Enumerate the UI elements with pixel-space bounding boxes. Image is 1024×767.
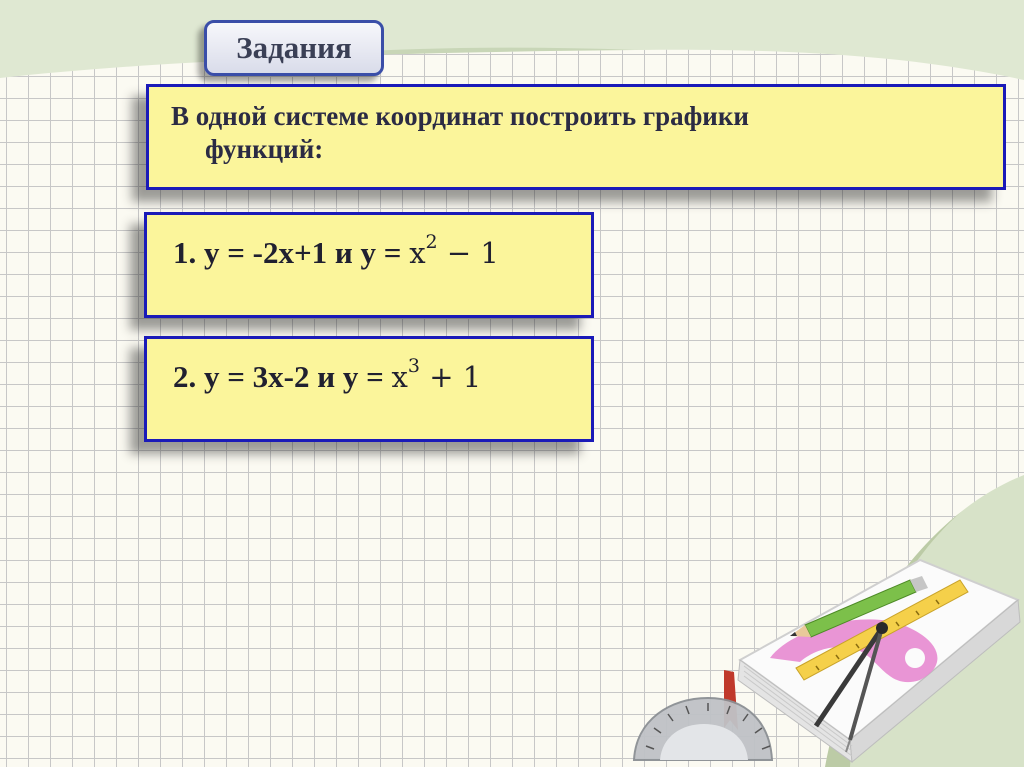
equation-1-base: x bbox=[409, 236, 426, 270]
equation-panel-1 bbox=[144, 212, 594, 318]
equation-2-exponent: 3 bbox=[407, 355, 420, 378]
equation-1 bbox=[173, 231, 499, 271]
equation-2 bbox=[173, 355, 482, 395]
equation-1-lhs: у = -2х+1 и у = bbox=[204, 235, 402, 270]
title-button[interactable] bbox=[204, 20, 384, 76]
equation-1-rhs bbox=[409, 231, 499, 270]
equation-2-lhs: у = 3х-2 и у = bbox=[204, 359, 384, 394]
equation-2-tail: + 1 bbox=[429, 360, 482, 394]
equation-1-number: 1. bbox=[173, 235, 197, 270]
equation-2-number: 2. bbox=[173, 359, 197, 394]
stationery-illustration bbox=[620, 540, 1024, 767]
task-panel bbox=[146, 84, 1006, 190]
equation-2-rhs bbox=[391, 355, 482, 394]
equation-1-tail: − 1 bbox=[446, 236, 499, 270]
task-line-1: В одной системе координат построить графики bbox=[171, 101, 749, 131]
equation-2-base: x bbox=[391, 360, 408, 394]
equation-panel-2 bbox=[144, 336, 594, 442]
title-label: Задания bbox=[236, 30, 352, 65]
equation-1-exponent: 2 bbox=[425, 231, 438, 254]
task-line-2: функций: bbox=[205, 134, 324, 164]
protractor-icon bbox=[634, 698, 772, 760]
